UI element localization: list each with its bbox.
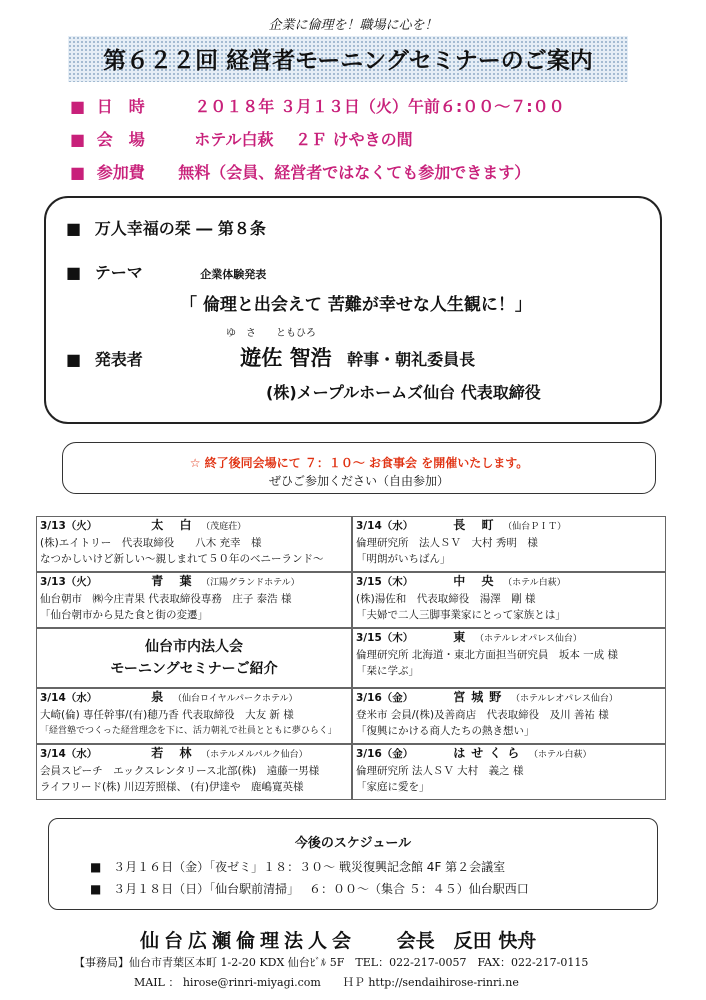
bullet: ■ <box>66 263 82 282</box>
seminar-venue: （江陽グランドホテル） <box>201 578 300 588</box>
seminar-date: 3/15（木） <box>356 576 414 588</box>
fee-row <box>70 160 530 183</box>
bullet: ■ <box>70 163 86 182</box>
future-item-text: ３月１８日（日）「仙台駅前清掃」 ６：００～（集合 ５：４５）仙台駅西口 <box>113 882 529 896</box>
seminar-date: 3/14（水） <box>40 748 98 760</box>
seminar-topic: ライフリード(株) 川辺芳照様、 (有)伊達や 鹿嶋寛英様 <box>40 781 304 793</box>
seminar-cell-chuo <box>352 572 666 628</box>
seminar-cell-miyagino <box>352 688 666 744</box>
seminar-topic: 「経営塾でつくった経営理念を下に、活力朝礼で社員とともに夢ひらく」 <box>40 726 337 736</box>
seminar-venue: （ホテル白萩） <box>503 578 566 588</box>
seminar-speaker: 倫理研究所 法人ＳＶ 大村 秀明 様 <box>356 537 538 549</box>
speaker-role: 幹事・朝礼委員長 <box>347 350 476 369</box>
seminar-venue: （茂庭荘） <box>201 522 247 532</box>
seminar-topic: 「復興にかける商人たちの熱き想い」 <box>356 725 535 737</box>
date-label: 日 時 <box>96 97 145 116</box>
seminar-schedule-table <box>36 516 666 800</box>
seminar-speaker: 会員スピーチ エックスレンタリース北部(株) 遠藤一男様 <box>40 765 320 777</box>
seminar-topic: 「明朗がいちばん」 <box>356 553 451 565</box>
seminar-place: はせくら <box>453 746 526 760</box>
seminar-date: 3/13（火） <box>40 576 98 588</box>
seminar-cell-taihaku <box>36 516 352 572</box>
org-name: 仙台広瀬倫理法人会 <box>140 930 357 952</box>
theme-label: テーマ <box>94 263 143 282</box>
bullet: ■ <box>70 130 86 149</box>
footer-org-row <box>140 926 536 953</box>
seminar-place: 太 白 <box>151 518 198 532</box>
slogan: 企業に倫理を！職場に心を！ <box>268 18 438 33</box>
seminar-speaker: (株)エイトリー 代表取締役 八木 充幸 様 <box>40 537 262 549</box>
seminar-date: 3/14（水） <box>40 692 98 704</box>
speaker-ruby: ゆ さ ともひろ <box>226 328 316 339</box>
seminar-date: 3/16（金） <box>356 748 414 760</box>
article-text: 万人幸福の栞 ― 第８条 <box>94 219 266 238</box>
article-row <box>66 216 266 239</box>
speaker-label: 発表者 <box>94 350 143 369</box>
seminar-place: 中 央 <box>453 574 500 588</box>
seminar-place: 長 町 <box>453 518 500 532</box>
speaker-name: 遊佐 智浩 <box>240 346 332 370</box>
fee-value: 無料（会員、経営者ではなくても参加できます） <box>178 163 531 182</box>
seminar-topic: 「栞に学ぶ」 <box>356 665 419 677</box>
seminar-cell-hasekura <box>352 744 666 800</box>
seminar-intro-cell <box>36 628 352 688</box>
theme-title: 「 倫理と出会えて 苦難が幸せな人生観に！」 <box>180 295 532 315</box>
banquet-line1: ☆ 終了後同会場にて ７：１０～ お食事会 を開催いたします。 <box>189 456 529 470</box>
seminar-venue: （仙台ロイヤルパークホテル） <box>172 694 298 704</box>
office-info: 【事務局】仙台市青葉区本町 1-2-20 KDX 仙台ﾋﾞﾙ 5F TEL：022-217-0057 FAX：022-217-0115 <box>74 956 589 969</box>
seminar-cell-wakabayashi <box>36 744 352 800</box>
future-item <box>90 880 529 897</box>
seminar-speaker: 登米市 会員/(株)及善商店 代表取締役 及川 善祐 様 <box>356 709 609 721</box>
seminar-date: 3/13（火） <box>40 520 98 532</box>
seminar-speaker: 仙台朝市 ㈱今庄青果 代表取締役専務 庄子 泰浩 様 <box>40 593 292 605</box>
bullet: ■ <box>70 97 86 116</box>
seminar-date: 3/14（水） <box>356 520 414 532</box>
page-title: 第６２２回 経営者モーニングセミナーのご案内 <box>103 48 593 74</box>
bullet: ■ <box>90 860 102 874</box>
intro-line1: 仙台市内法人会 <box>145 639 243 655</box>
seminar-topic: 「仙台朝市から見た食と街の変遷」 <box>40 609 208 621</box>
seminar-venue: （ホテル白萩） <box>528 750 592 760</box>
seminar-place: 若 林 <box>151 746 198 760</box>
seminar-place: 泉 <box>151 690 170 704</box>
venue-value: ホテル白萩 ２Ｆ けやきの間 <box>194 130 413 149</box>
theme-sub: 企業体験発表 <box>200 268 267 281</box>
speaker-company: (株)メープルホームズ仙台 代表取締役 <box>266 383 541 402</box>
seminar-date: 3/15（木） <box>356 632 414 644</box>
date-value: ２０１８年 ３月１３日（火）午前６:００～７:００ <box>194 97 565 116</box>
seminar-venue: （ホテルメルパルク仙台） <box>201 750 308 760</box>
seminar-cell-nagamachi <box>352 516 666 572</box>
seminar-place: 青 葉 <box>151 574 198 588</box>
intro-line2: モーニングセミナーご紹介 <box>110 661 278 677</box>
future-item-text: ３月１６日（金）「夜ゼミ」１８：３０～ 戦災復興記念館 4F 第２会議室 <box>113 860 506 874</box>
seminar-topic: なつかしいけど新しい～親しまれて５０年のベニーランド～ <box>40 553 324 565</box>
seminar-venue: （仙台ＰＩＴ） <box>503 522 567 532</box>
future-heading: 今後のスケジュール <box>294 836 412 851</box>
contact-info: MAIL ： hirose@rinri-miyagi.com ＨＰ http://sendaihirose-rinri.ne <box>134 976 519 989</box>
seminar-venue: （ホテルレオパレス仙台） <box>510 694 618 704</box>
seminar-place: 東 <box>453 630 472 644</box>
seminar-cell-aoba <box>36 572 352 628</box>
theme-row <box>66 260 266 283</box>
seminar-date: 3/16（金） <box>356 692 414 704</box>
seminar-speaker: 大崎(倫) 専任幹事/(有)穂乃香 代表取締役 大友 新 様 <box>40 709 294 721</box>
seminar-cell-izumi <box>36 688 352 744</box>
seminar-place: 宮城野 <box>453 690 508 704</box>
fee-label: 参加費 <box>96 163 145 182</box>
future-item <box>90 858 505 875</box>
banquet-line2: ぜひご参加ください（自由参加） <box>268 474 449 488</box>
bullet: ■ <box>66 219 82 238</box>
bullet: ■ <box>90 882 102 896</box>
seminar-topic: 「家庭に愛を」 <box>356 781 430 793</box>
seminar-cell-higashi <box>352 628 666 688</box>
speaker-row <box>66 342 475 372</box>
seminar-topic: 「夫婦で二人三脚事業家にとって家族とは」 <box>356 609 566 621</box>
seminar-speaker: 倫理研究所 北海道・東北方面担当研究員 坂本 一成 様 <box>356 649 619 661</box>
seminar-venue: （ホテルレオパレス仙台） <box>474 634 582 644</box>
bullet: ■ <box>66 350 82 369</box>
seminar-speaker: 倫理研究所 法人ＳＶ 大村 義之 様 <box>356 765 524 777</box>
venue-label: 会 場 <box>96 130 145 149</box>
seminar-speaker: (株)湯佐和 代表取締役 湯澤 剛 様 <box>356 593 536 605</box>
chairman: 会長 反田 快舟 <box>396 930 537 952</box>
date-row <box>70 94 565 117</box>
venue-row <box>70 127 413 150</box>
